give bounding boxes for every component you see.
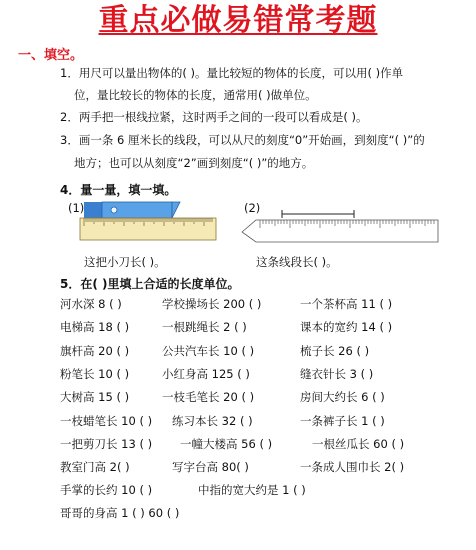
tape-ruler-body	[242, 220, 438, 242]
knife-handle	[84, 202, 104, 218]
question-2: 2．两手把一根线拉紧，这时两手之间的一段可以看成是( )。	[60, 110, 368, 124]
question-1-line-2: 位，量比较长的物体的长度，通常用( )做单位。	[74, 88, 317, 102]
fill-item: 粉笔长 10 ( )	[60, 367, 130, 381]
fill-item: 一根跳绳长 2 ( )	[162, 320, 247, 334]
fill-item: 小红身高 125 ( )	[162, 367, 250, 381]
fill-item: 一条裤子长 1 ( )	[300, 414, 385, 428]
fill-item: 学校操场长 200 ( )	[162, 297, 262, 311]
fill-item: 一枝毛笔长 20 ( )	[162, 390, 255, 404]
fill-item: 写字台高 80( )	[172, 460, 249, 474]
figure-2-caption: 这条线段长( )。	[256, 255, 338, 269]
fill-item: 中指的宽大约是 1 ( )	[198, 483, 306, 497]
question-1-line-1: 1．用尺可以量出物体的( )。量比较短的物体的长度，可以用( )作单	[60, 66, 404, 80]
fill-item: 房间大约长 6 ( )	[300, 390, 385, 404]
question-5: 5．在( )里填上合适的长度单位。	[60, 277, 240, 291]
segment-ruler-figure	[242, 208, 442, 246]
fill-item: 一个茶杯高 11 ( )	[300, 297, 393, 311]
fill-item: 哥哥的身高 1 ( ) 60 ( )	[60, 506, 180, 520]
fill-item: 缝衣针长 3 ( )	[300, 367, 374, 381]
fill-item: 公共汽车长 10 ( )	[162, 344, 255, 358]
fill-item: 电梯高 18 ( )	[60, 320, 130, 334]
fill-item: 一把剪刀长 13 ( )	[60, 437, 153, 451]
knife-rivet	[111, 207, 117, 213]
question-4: 4．量一量，填一填。	[60, 183, 177, 197]
fill-item: 梳子长 26 ( )	[300, 344, 370, 358]
figure-2-label: (2)	[244, 201, 261, 215]
section-heading: 一、填空。	[18, 48, 84, 63]
fill-item: 一条成人围巾长 2( )	[300, 460, 405, 474]
fill-item: 一枝蜡笔长 10 ( )	[60, 414, 153, 428]
fill-item: 练习本长 32 ( )	[172, 414, 253, 428]
figure-1-caption: 这把小刀长( )。	[84, 255, 166, 269]
knife-ruler-figure	[80, 200, 220, 246]
question-3-line-1: 3．画一条 6 厘米长的线段，可以从尺的刻度“0”开始画，到刻度“( )”的	[60, 133, 425, 147]
fill-item: 课本的宽约 14 ( )	[300, 320, 393, 334]
fill-item: 一根丝瓜长 60 ( )	[312, 437, 405, 451]
fill-item: 旗杆高 20 ( )	[60, 344, 130, 358]
figure-1-label: (1)	[68, 201, 85, 215]
knife-tip	[172, 202, 180, 218]
question-3-line-2: 地方；也可以从刻度“2”画到刻度“( )”的地方。	[74, 156, 314, 170]
fill-item: 一幢大楼高 56 ( )	[180, 437, 273, 451]
fill-item: 大树高 15 ( )	[60, 390, 130, 404]
fill-item: 河水深 8 ( )	[60, 297, 122, 311]
fill-item: 教室门高 2( )	[60, 460, 130, 474]
page-title: 重点必做易错常考题	[98, 3, 378, 38]
fill-item: 手掌的长约 10 ( )	[60, 483, 153, 497]
